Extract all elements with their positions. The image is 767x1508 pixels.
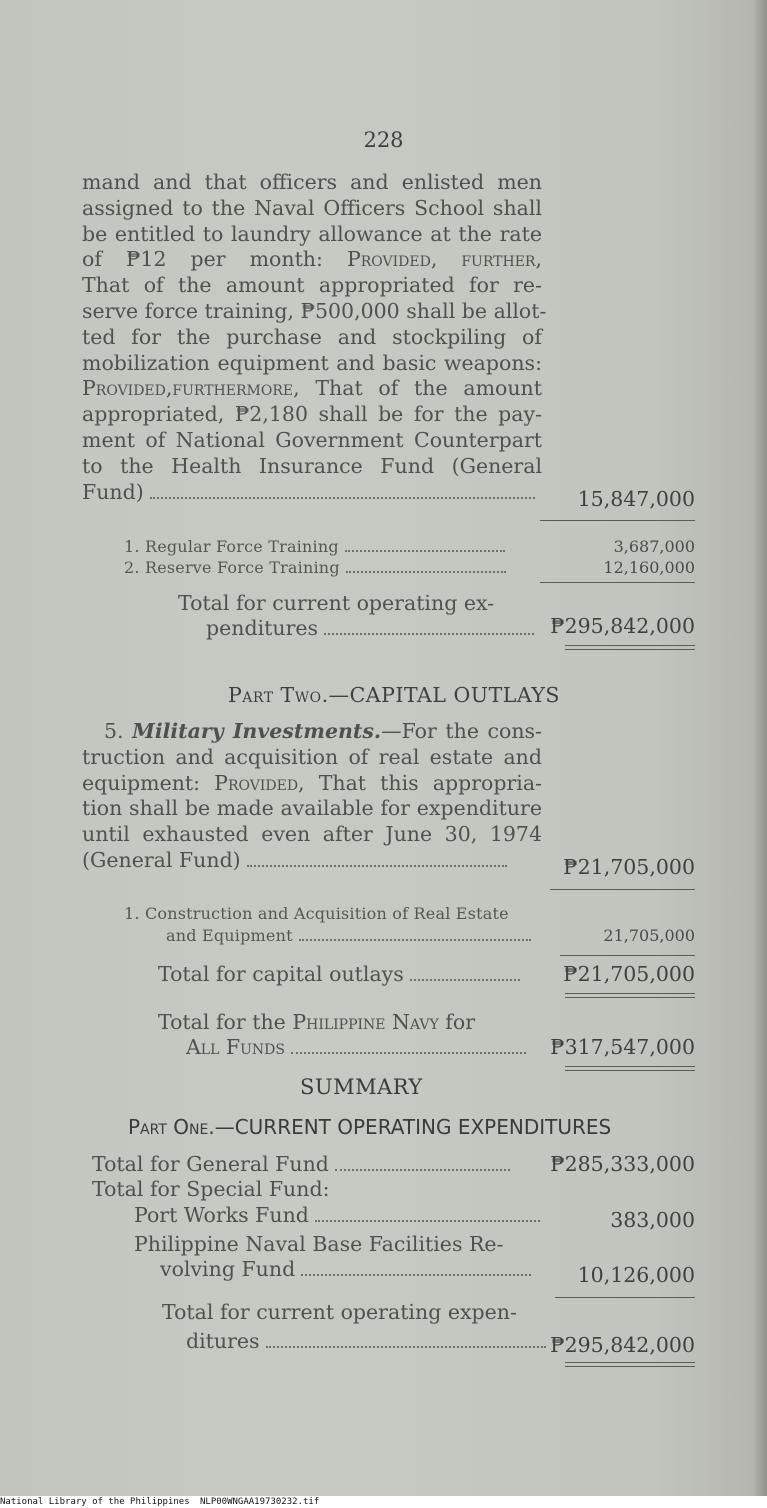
rule	[550, 889, 695, 890]
naval-base-line2	[160, 1257, 531, 1281]
total-current-amount: ₱295,842,000	[550, 614, 695, 638]
total-current-line1: Total for current operating ex-	[178, 591, 495, 615]
paragraph-line: appropriated, ₱2,180 shall be for the pay-	[82, 402, 542, 427]
item-amount: 3,687,000	[613, 537, 695, 556]
dot-leader	[301, 1274, 531, 1276]
paragraph-line-text: (General Fund)	[82, 847, 241, 872]
dot-leader	[410, 979, 520, 981]
summary-label: volving Fund	[160, 1257, 296, 1281]
part-prefix: Part One.	[128, 1115, 215, 1139]
dot-leader	[299, 939, 531, 941]
item-number: 5.	[104, 719, 124, 743]
construction-line1: 1. Construction and Acquisition of Real Estate	[124, 904, 509, 923]
dot-leader	[324, 633, 534, 635]
dot-leader	[335, 1169, 510, 1171]
summary-heading: SUMMARY	[300, 1075, 423, 1099]
total-label: ditures	[186, 1329, 260, 1353]
summary-total-line2	[186, 1329, 546, 1353]
part-two-heading	[228, 683, 560, 707]
double-rule	[565, 993, 695, 998]
part-title: —CURRENT OPERATING EXPENDITURES	[214, 1115, 612, 1139]
construction-amount: 21,705,000	[603, 926, 695, 945]
paragraph-line: be entitled to laundry allowance at the rate	[82, 221, 542, 246]
item-reserve-force	[124, 558, 506, 577]
rule	[540, 520, 695, 521]
paragraph-line-text: Fund)	[82, 479, 144, 504]
general-fund-amount: ₱285,333,000	[550, 1152, 695, 1176]
general-fund-row	[92, 1152, 510, 1176]
total-capital	[158, 962, 520, 986]
part-title: —CAPITAL OUTLAYS	[328, 683, 560, 707]
dot-leader	[315, 1220, 540, 1222]
dot-leader	[247, 865, 507, 867]
total-navy-line1	[158, 1010, 475, 1034]
double-rule	[565, 1066, 695, 1071]
paragraph-line: mand and that officers and enlisted men	[82, 170, 542, 194]
paragraph-line-text: That of the amount	[315, 376, 542, 401]
paragraph-line: That of the amount appropriated for re-	[82, 273, 542, 298]
dot-leader	[345, 550, 505, 552]
summary-total-line1: Total for current operating expen-	[162, 1300, 517, 1324]
military-paragraph	[82, 719, 542, 874]
total-label: for	[445, 1010, 475, 1034]
paragraph-line: ment of National Government Counterpart	[82, 427, 542, 452]
paragraph-line-text: equipment:	[82, 770, 201, 795]
part-prefix: Part Two.	[228, 683, 329, 707]
port-works-row	[134, 1203, 540, 1227]
item-regular-force	[124, 537, 505, 556]
provided-furthermore: Provided,furthermore,	[82, 376, 300, 401]
summary-total-amount: ₱295,842,000	[550, 1333, 695, 1357]
paragraph-line	[82, 771, 542, 797]
item-title: Military Investments.	[132, 719, 382, 743]
paragraph-line-text: —For the cons-	[381, 719, 542, 743]
intro-paragraph	[82, 170, 547, 505]
double-rule	[565, 1362, 695, 1367]
page-edge-shadow	[753, 0, 767, 1496]
summary-label: Port Works Fund	[134, 1203, 309, 1227]
military-amount: ₱21,705,000	[563, 855, 695, 879]
item-label: 2. Reserve Force Training	[124, 558, 340, 577]
scan-footer	[0, 1496, 767, 1508]
total-capital-amount: ₱21,705,000	[563, 962, 695, 986]
paragraph-line: assigned to the Naval Officers School shall	[82, 195, 542, 220]
part-one-heading	[128, 1115, 611, 1139]
double-rule	[565, 645, 695, 650]
footer-filename: NLP00WNGAA19730232.tif	[200, 1497, 320, 1507]
naval-base-amount: 10,126,000	[577, 1263, 695, 1287]
provided-further: Provided, further,	[346, 247, 542, 272]
naval-base-line1: Philippine Naval Base Facilities Re-	[134, 1232, 504, 1256]
agency-name: Philippine Navy	[292, 1010, 439, 1034]
port-works-amount: 383,000	[610, 1208, 695, 1232]
special-fund-label: Total for Special Fund:	[92, 1177, 330, 1201]
dot-leader	[266, 1346, 546, 1348]
paragraph-line: to the Health Insurance Fund (General	[82, 453, 542, 478]
paragraph-line: until exhausted even after June 30, 1974	[82, 822, 542, 847]
rule	[540, 582, 695, 583]
total-navy-amount: ₱317,547,000	[550, 1035, 695, 1059]
intro-amount: 15,847,000	[577, 487, 695, 511]
paragraph-line	[82, 376, 542, 402]
dot-leader	[291, 1052, 526, 1054]
item-label: and Equipment	[166, 926, 293, 945]
paragraph-line: serve force training, ₱500,000 shall be allot-	[82, 298, 547, 323]
paragraph-line	[82, 848, 542, 874]
provided: Provided,	[214, 770, 305, 795]
dot-leader	[150, 497, 535, 499]
paragraph-line: tion shall be made available for expenditure	[82, 796, 542, 821]
total-navy-line2	[186, 1035, 526, 1059]
paragraph-line	[82, 247, 542, 273]
total-current-line2	[206, 616, 534, 640]
total-label: Total for capital outlays	[158, 962, 404, 986]
item-label: 1. Regular Force Training	[124, 537, 339, 556]
total-label: All Funds	[186, 1035, 286, 1059]
paragraph-line: mobilization equipment and basic weapons:	[82, 350, 542, 375]
paragraph-line	[82, 719, 542, 745]
paragraph-line: ted for the purchase and stockpiling of	[82, 324, 542, 349]
footer-library: National Library of the Philippines	[0, 1497, 190, 1507]
rule	[560, 955, 695, 956]
paragraph-line-text: of ₱12 per month:	[82, 247, 323, 272]
page-number: 228	[363, 128, 404, 152]
paragraph-line	[82, 480, 542, 506]
dot-leader	[346, 571, 506, 573]
paragraph-line-text: That this appropria-	[318, 770, 542, 795]
paragraph-line: truction and acquisition of real estate and	[82, 744, 542, 769]
summary-label: Total for General Fund	[92, 1152, 329, 1176]
total-label: Total for the	[158, 1010, 286, 1034]
item-amount: 12,160,000	[603, 558, 695, 577]
rule	[555, 1297, 695, 1298]
construction-line2	[166, 926, 531, 945]
total-label: penditures	[206, 616, 319, 640]
